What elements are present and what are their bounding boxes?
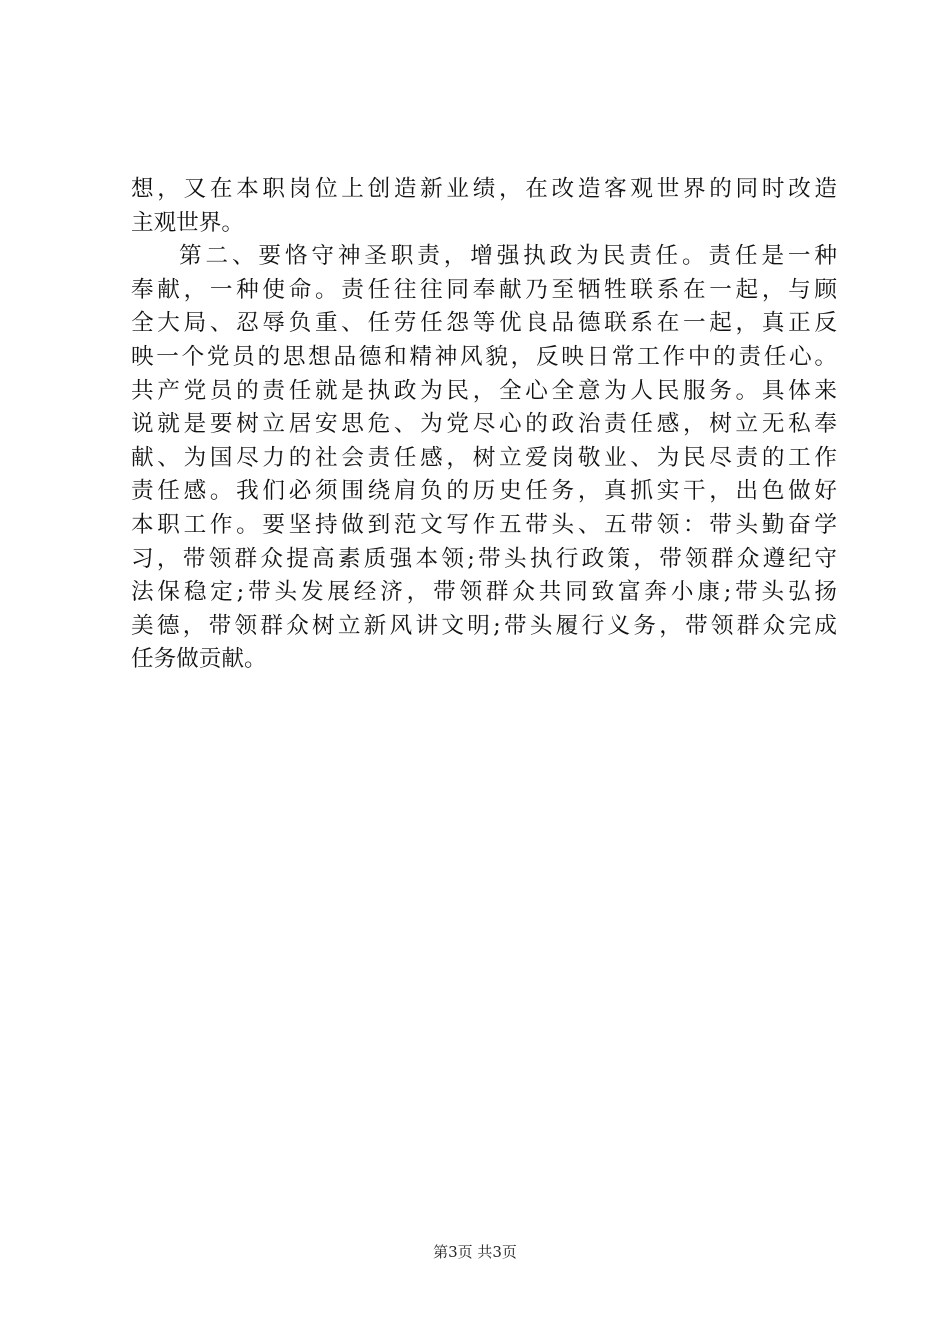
text-line: 任务做贡献。: [131, 646, 267, 673]
text-line: 美德，带领群众树立新风讲文明;带头履行义务，带领群众完成: [131, 612, 837, 639]
text-line: 法保稳定;带头发展经济，带领群众共同致富奔小康;带头弘扬: [131, 579, 837, 606]
text-line: 全大局、忍辱负重、任劳任怨等优良品德联系在一起，真正反: [131, 310, 837, 337]
text-line: 想，又在本职岗位上创造新业绩，在改造客观世界的同时改造: [131, 176, 837, 202]
text-line: 本职工作。要坚持做到范文写作五带头、五带领：带头勤奋学: [131, 511, 837, 538]
text-line: 习，带领群众提高素质强本领;带头执行政策，带领群众遵纪守: [131, 545, 837, 572]
text-line: 共产党员的责任就是执政为民，全心全意为人民服务。具体来: [131, 377, 837, 404]
paragraph-first-line: 第二、要恪守神圣职责，增强执政为民责任。责任是一种: [179, 243, 837, 270]
text-line: 说就是要树立居安思危、为党尽心的政治责任感，树立无私奉: [131, 411, 837, 438]
page-footer: 第3页 共3页: [433, 1243, 517, 1261]
body-text: [131, 173, 837, 677]
text-line: 映一个党员的思想品德和精神风貌，反映日常工作中的责任心。: [131, 343, 837, 370]
text-line: 奉献，一种使命。责任往往同奉献乃至牺牲联系在一起，与顾: [131, 276, 837, 303]
text-line: 献、为国尽力的社会责任感，树立爱岗敬业、为民尽责的工作: [131, 444, 837, 471]
text-line: 责任感。我们必须围绕肩负的历史任务，真抓实干，出色做好: [131, 478, 837, 505]
text-line: 主观世界。: [131, 209, 244, 236]
